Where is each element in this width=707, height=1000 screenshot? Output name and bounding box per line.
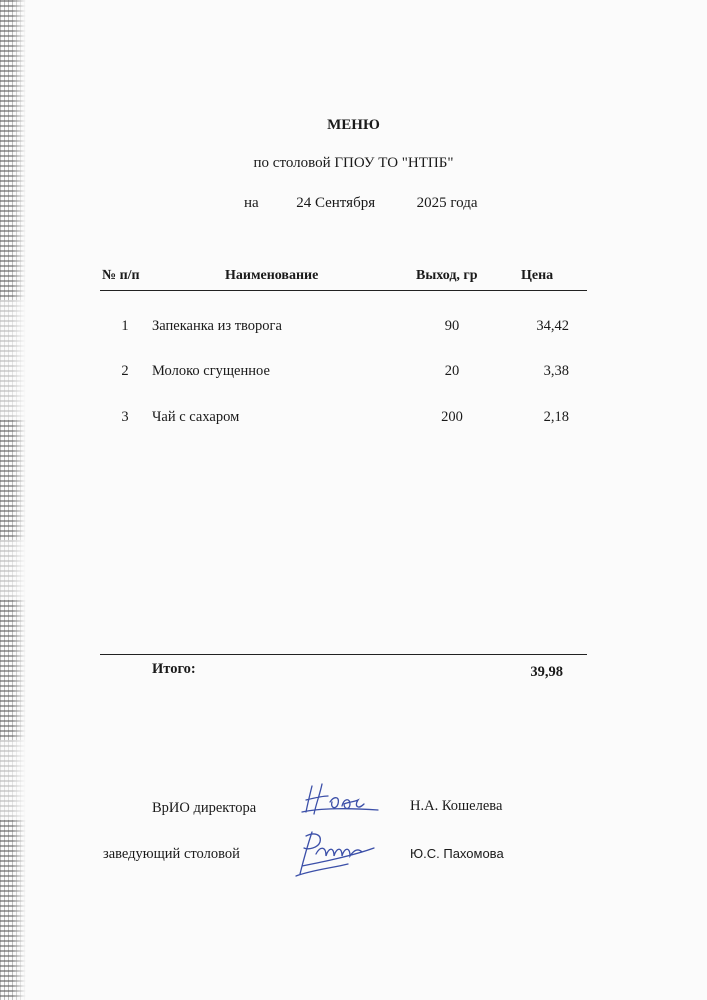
- signature-name-cafeteria-head: Ю.С. Пахомова: [410, 846, 504, 861]
- table-row: [0, 318, 707, 338]
- header-rule: [100, 290, 587, 291]
- date-day-month: 24 Сентября: [296, 195, 376, 211]
- director-signature: [300, 780, 380, 820]
- signature-role-director: ВрИО директора: [152, 800, 257, 816]
- date-prefix: на: [244, 195, 259, 211]
- document-title: МЕНЮ: [327, 117, 380, 133]
- signature-name-director: Н.А. Кошелева: [410, 798, 503, 814]
- header-price: Цена: [521, 268, 554, 283]
- table-row: [0, 363, 707, 383]
- signature-role-cafeteria-head: заведующий столовой: [103, 846, 240, 862]
- scan-edge-bottom: [0, 820, 26, 1000]
- row-name: Чай с сахаром: [152, 409, 240, 425]
- row-price: 2,18: [543, 409, 569, 425]
- row-name: Запеканка из творога: [152, 318, 282, 334]
- scan-edge-light-2: [0, 540, 26, 600]
- row-yield: 20: [444, 363, 460, 379]
- scan-edge-light-3: [0, 740, 26, 820]
- row-price: 34,42: [536, 318, 569, 334]
- row-num: 3: [121, 409, 129, 425]
- row-yield: 200: [441, 409, 463, 425]
- row-name: Молоко сгущенное: [152, 363, 270, 379]
- header-num: № п/п: [102, 268, 140, 283]
- scan-edge-middle: [0, 420, 26, 540]
- row-price: 3,38: [543, 363, 569, 379]
- table-row: [0, 409, 707, 429]
- row-num: 2: [121, 363, 129, 379]
- row-yield: 90: [444, 318, 460, 334]
- row-num: 1: [121, 318, 129, 334]
- total-label: Итого:: [152, 661, 196, 677]
- total-value: 39,98: [530, 664, 563, 680]
- header-yield: Выход, гр: [416, 268, 478, 283]
- total-rule: [100, 654, 587, 655]
- document-date: [244, 195, 478, 212]
- cafeteria-head-signature: [292, 826, 380, 882]
- document-subtitle: по столовой ГПОУ ТО "НТПБ": [253, 155, 454, 171]
- scan-edge-top: [0, 0, 26, 300]
- scan-edge-lower: [0, 600, 26, 740]
- header-name: Наименование: [225, 268, 319, 283]
- date-year: 2025 года: [416, 195, 478, 211]
